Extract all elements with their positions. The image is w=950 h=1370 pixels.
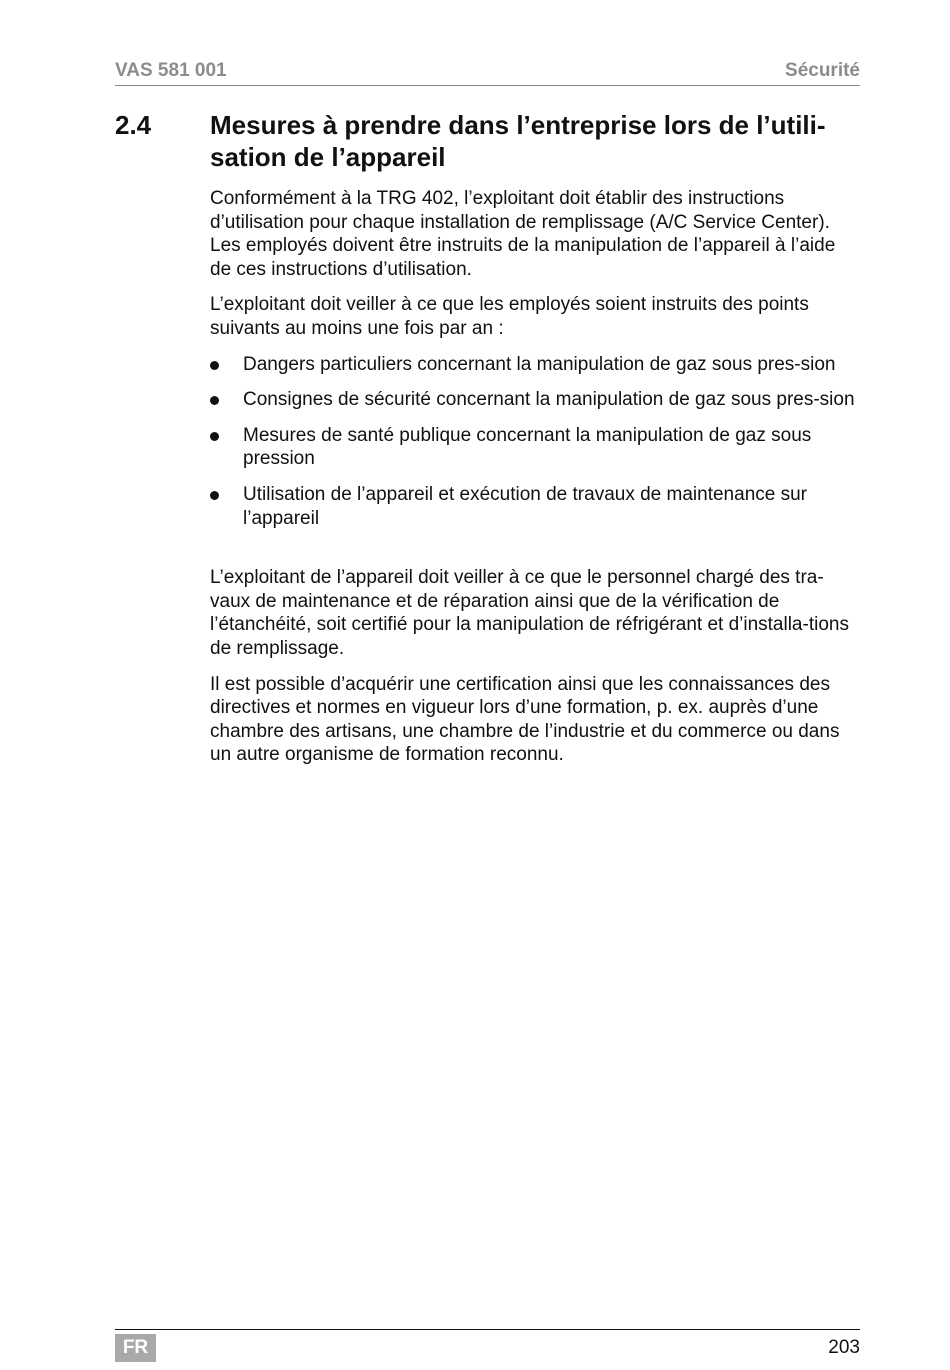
list-item-text: Utilisation de l’appareil et exécution de travaux de maintenance sur l’appareil [243,483,807,529]
bullet-icon [210,361,219,370]
chapter-name: Sécurité [785,60,860,81]
document-reference: VAS 581 001 [115,60,227,81]
paragraph-training-organisations: Il est possible d’acquérir une certification ainsi que les connaissances des directives et normes en vigueur lors d’une formation, p. ex. auprès d’une chambre des artisans, une chambre de l’industrie et du commerce ou dans un autre organisme de formation reconnu. [210,673,840,766]
list-item [210,388,860,412]
paragraph-personnel-certification: L’exploitant de l’appareil doit veiller à ce que le personnel chargé des tra-vaux de maintenance et de réparation ainsi que de la vérification de l’étanchéité, soit certifié pour la manipulation de réfrigérant et d’installa-tions de remplissage. [210,567,849,659]
bullet-icon [210,491,219,500]
section-title: Mesures à prendre dans l’entreprise lors de l’utili-sation de l’appareil [210,110,826,172]
list-item-text: Mesures de santé publique concernant la manipulation de gaz sous pression [243,424,812,470]
paragraph-instructions: Conformément à la TRG 402, l’exploitant doit établir des instructions d’utilisation pour chaque installation de remplissage (A/C Service Center). Les employés doivent être instruits de la manipulation de l’appareil à l’aide de ces instructions d’utilisation. [210,188,836,280]
page-header [115,60,860,86]
list-item [210,483,860,530]
bullet-icon [210,396,219,405]
language-badge: FR [115,1334,156,1362]
section-number: 2.4 [115,110,152,140]
page-footer [115,1329,860,1366]
page-number: 203 [828,1337,860,1358]
bullet-icon [210,432,219,441]
list-item-text: Dangers particuliers concernant la manipulation de gaz sous pres-sion [243,353,836,375]
list-item [210,353,860,377]
training-points-list [210,353,860,531]
list-item-text: Consignes de sécurité concernant la manipulation de gaz sous pres-sion [243,389,855,411]
spacer [210,542,860,566]
paragraph-training-intro: L’exploitant doit veiller à ce que les employés soient instruits des points suivants au moins une fois par an : [210,294,809,339]
body-content [210,187,860,779]
list-item [210,424,860,471]
